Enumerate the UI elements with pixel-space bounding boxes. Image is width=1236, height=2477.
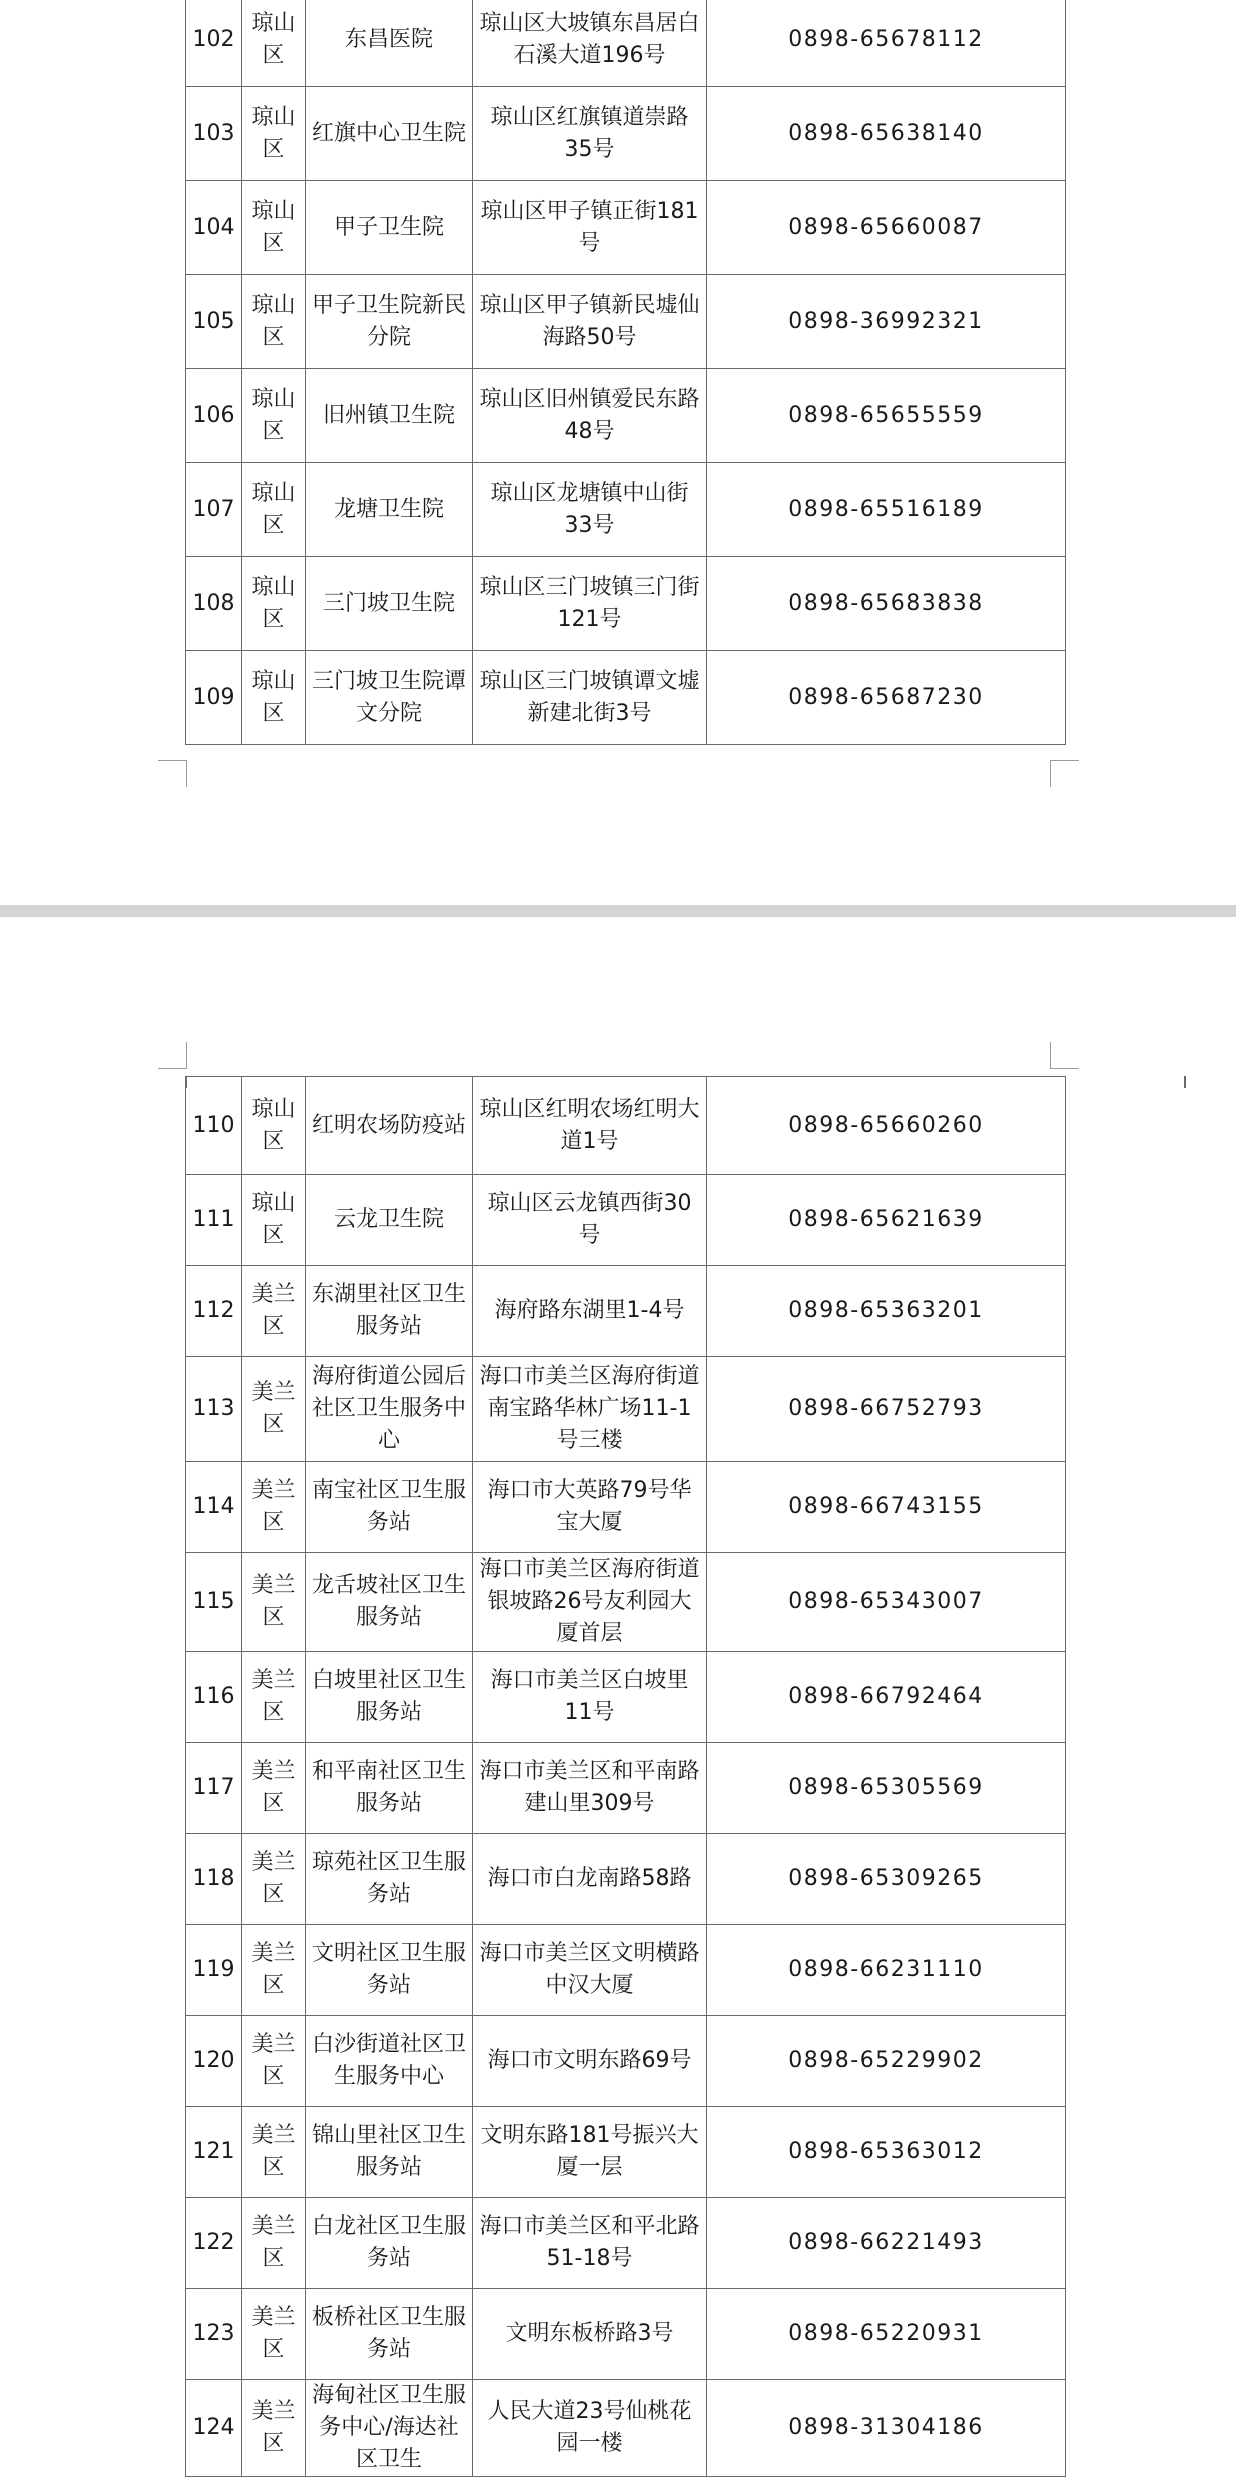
- phone-cell: 0898-66752793: [707, 1357, 1066, 1462]
- address-cell: 琼山区甲子镇新民墟仙海路50号: [473, 275, 707, 369]
- table-row: [186, 275, 1066, 369]
- district-cell: 美兰区: [242, 1266, 306, 1357]
- institution-name-cell: 龙塘卫生院: [306, 463, 473, 557]
- phone-cell: 0898-65220931: [707, 2289, 1066, 2380]
- institution-name-cell: 琼苑社区卫生服务站: [306, 1834, 473, 1925]
- phone-cell: 0898-65660260: [707, 1077, 1066, 1175]
- district-cell: 琼山区: [242, 275, 306, 369]
- district-cell: 美兰区: [242, 1743, 306, 1834]
- page-1-crop-mark-bottom-right: [1050, 760, 1079, 787]
- phone-cell: 0898-66792464: [707, 1652, 1066, 1743]
- address-cell: 海口市白龙南路58路: [473, 1834, 707, 1925]
- institution-name-cell: 东湖里社区卫生服务站: [306, 1266, 473, 1357]
- row-number: 103: [186, 87, 242, 181]
- address-cell: 海府路东湖里1-4号: [473, 1266, 707, 1357]
- institution-name-cell: 龙舌坡社区卫生服务站: [306, 1553, 473, 1652]
- table-row: [186, 2107, 1066, 2198]
- institution-name-cell: 和平南社区卫生服务站: [306, 1743, 473, 1834]
- document-page-1: [0, 0, 1236, 905]
- institution-name-cell: 海府街道公园后社区卫生服务中心: [306, 1357, 473, 1462]
- institution-name-cell: 红明农场防疫站: [306, 1077, 473, 1175]
- district-cell: 美兰区: [242, 2380, 306, 2477]
- table-row: [186, 463, 1066, 557]
- row-number: 113: [186, 1357, 242, 1462]
- row-number: 120: [186, 2016, 242, 2107]
- address-cell: 人民大道23号仙桃花园一楼: [473, 2380, 707, 2477]
- row-number: 119: [186, 1925, 242, 2016]
- page-2-crop-mark-top-left: [158, 1042, 187, 1069]
- row-number: 102: [186, 0, 242, 87]
- district-cell: 美兰区: [242, 1462, 306, 1553]
- table-row: [186, 2289, 1066, 2380]
- district-cell: 琼山区: [242, 87, 306, 181]
- institution-name-cell: 白坡里社区卫生服务站: [306, 1652, 473, 1743]
- table-row: [186, 651, 1066, 745]
- phone-cell: 0898-65621639: [707, 1175, 1066, 1266]
- page-separator: [0, 905, 1236, 917]
- phone-cell: 0898-65683838: [707, 557, 1066, 651]
- institution-name-cell: 锦山里社区卫生服务站: [306, 2107, 473, 2198]
- address-cell: 文明东板桥路3号: [473, 2289, 707, 2380]
- table-row: [186, 1266, 1066, 1357]
- district-cell: 美兰区: [242, 1925, 306, 2016]
- institution-name-cell: 三门坡卫生院: [306, 557, 473, 651]
- district-cell: 美兰区: [242, 2016, 306, 2107]
- table-row: [186, 1175, 1066, 1266]
- phone-cell: 0898-65309265: [707, 1834, 1066, 1925]
- address-cell: 琼山区大坡镇东昌居白石溪大道196号: [473, 0, 707, 87]
- district-cell: 琼山区: [242, 369, 306, 463]
- address-cell: 海口市文明东路69号: [473, 2016, 707, 2107]
- phone-cell: 0898-65687230: [707, 651, 1066, 745]
- row-number: 108: [186, 557, 242, 651]
- row-number: 105: [186, 275, 242, 369]
- row-number: 107: [186, 463, 242, 557]
- district-cell: 琼山区: [242, 181, 306, 275]
- district-cell: 美兰区: [242, 1652, 306, 1743]
- district-cell: 琼山区: [242, 1077, 306, 1175]
- phone-cell: 0898-36992321: [707, 275, 1066, 369]
- table-row: [186, 181, 1066, 275]
- phone-cell: 0898-65660087: [707, 181, 1066, 275]
- row-number: 118: [186, 1834, 242, 1925]
- institution-name-cell: 文明社区卫生服务站: [306, 1925, 473, 2016]
- row-number: 109: [186, 651, 242, 745]
- page-1-crop-mark-bottom-left: [158, 760, 187, 787]
- table-row: [186, 87, 1066, 181]
- table-row: [186, 1652, 1066, 1743]
- row-number: 114: [186, 1462, 242, 1553]
- institution-name-cell: 甲子卫生院新民分院: [306, 275, 473, 369]
- phone-cell: 0898-65363012: [707, 2107, 1066, 2198]
- phone-cell: 0898-65516189: [707, 463, 1066, 557]
- row-number: 124: [186, 2380, 242, 2477]
- address-cell: 琼山区旧州镇爱民东路48号: [473, 369, 707, 463]
- row-number: 123: [186, 2289, 242, 2380]
- institution-name-cell: 白沙街道社区卫生服务中心: [306, 2016, 473, 2107]
- phone-cell: 0898-65343007: [707, 1553, 1066, 1652]
- table-row: [186, 1743, 1066, 1834]
- page-2-crop-mark-top-right: [1050, 1042, 1079, 1069]
- address-cell: 琼山区云龙镇西街30号: [473, 1175, 707, 1266]
- row-number: 122: [186, 2198, 242, 2289]
- address-cell: 海口市美兰区海府街道南宝路华林广场11-1号三楼: [473, 1357, 707, 1462]
- address-cell: 琼山区红旗镇道崇路35号: [473, 87, 707, 181]
- address-cell: 海口市美兰区文明横路中汉大厦: [473, 1925, 707, 2016]
- clinic-directory-table-page-2: [185, 1076, 1066, 2477]
- row-number: 111: [186, 1175, 242, 1266]
- phone-cell: 0898-65229902: [707, 2016, 1066, 2107]
- table-row: [186, 2198, 1066, 2289]
- institution-name-cell: 甲子卫生院: [306, 181, 473, 275]
- row-number: 121: [186, 2107, 242, 2198]
- phone-cell: 0898-31304186: [707, 2380, 1066, 2477]
- table-row: [186, 1357, 1066, 1462]
- phone-cell: 0898-66221493: [707, 2198, 1066, 2289]
- district-cell: 琼山区: [242, 463, 306, 557]
- district-cell: 琼山区: [242, 557, 306, 651]
- address-cell: 琼山区龙塘镇中山街33号: [473, 463, 707, 557]
- district-cell: 美兰区: [242, 1834, 306, 1925]
- address-cell: 琼山区红明农场红明大道1号: [473, 1077, 707, 1175]
- document-page-2: [0, 917, 1236, 2472]
- address-cell: 琼山区三门坡镇三门街121号: [473, 557, 707, 651]
- district-cell: 琼山区: [242, 0, 306, 87]
- table-row: [186, 369, 1066, 463]
- page-2-table-top-edge-right: [1184, 1076, 1186, 1088]
- table-row: [186, 2016, 1066, 2107]
- row-number: 106: [186, 369, 242, 463]
- table-row: [186, 1834, 1066, 1925]
- address-cell: 文明东路181号振兴大厦一层: [473, 2107, 707, 2198]
- district-cell: 美兰区: [242, 2198, 306, 2289]
- row-number: 110: [186, 1077, 242, 1175]
- table-row: [186, 1077, 1066, 1175]
- institution-name-cell: 旧州镇卫生院: [306, 369, 473, 463]
- clinic-directory-table-page-1: [185, 0, 1066, 745]
- district-cell: 琼山区: [242, 1175, 306, 1266]
- table-row: [186, 557, 1066, 651]
- row-number: 112: [186, 1266, 242, 1357]
- table-row: [186, 1925, 1066, 2016]
- row-number: 116: [186, 1652, 242, 1743]
- institution-name-cell: 板桥社区卫生服务站: [306, 2289, 473, 2380]
- district-cell: 美兰区: [242, 1357, 306, 1462]
- address-cell: 海口市美兰区和平北路51-18号: [473, 2198, 707, 2289]
- phone-cell: 0898-65678112: [707, 0, 1066, 87]
- address-cell: 海口市美兰区和平南路建山里309号: [473, 1743, 707, 1834]
- phone-cell: 0898-66743155: [707, 1462, 1066, 1553]
- table-row: [186, 2380, 1066, 2477]
- institution-name-cell: 云龙卫生院: [306, 1175, 473, 1266]
- address-cell: 海口市美兰区海府街道银坡路26号友利园大厦首层: [473, 1553, 707, 1652]
- address-cell: 琼山区甲子镇正街181号: [473, 181, 707, 275]
- institution-name-cell: 三门坡卫生院谭文分院: [306, 651, 473, 745]
- row-number: 117: [186, 1743, 242, 1834]
- table-row: [186, 0, 1066, 87]
- district-cell: 美兰区: [242, 1553, 306, 1652]
- district-cell: 美兰区: [242, 2289, 306, 2380]
- institution-name-cell: 南宝社区卫生服务站: [306, 1462, 473, 1553]
- table-row: [186, 1553, 1066, 1652]
- address-cell: 海口市美兰区白坡里11号: [473, 1652, 707, 1743]
- institution-name-cell: 东昌医院: [306, 0, 473, 87]
- table-row: [186, 1462, 1066, 1553]
- district-cell: 美兰区: [242, 2107, 306, 2198]
- institution-name-cell: 白龙社区卫生服务站: [306, 2198, 473, 2289]
- phone-cell: 0898-65363201: [707, 1266, 1066, 1357]
- phone-cell: 0898-65638140: [707, 87, 1066, 181]
- district-cell: 琼山区: [242, 651, 306, 745]
- institution-name-cell: 红旗中心卫生院: [306, 87, 473, 181]
- phone-cell: 0898-65655559: [707, 369, 1066, 463]
- institution-name-cell: 海甸社区卫生服务中心/海达社区卫生: [306, 2380, 473, 2477]
- row-number: 104: [186, 181, 242, 275]
- phone-cell: 0898-65305569: [707, 1743, 1066, 1834]
- address-cell: 琼山区三门坡镇谭文墟新建北街3号: [473, 651, 707, 745]
- row-number: 115: [186, 1553, 242, 1652]
- address-cell: 海口市大英路79号华宝大厦: [473, 1462, 707, 1553]
- phone-cell: 0898-66231110: [707, 1925, 1066, 2016]
